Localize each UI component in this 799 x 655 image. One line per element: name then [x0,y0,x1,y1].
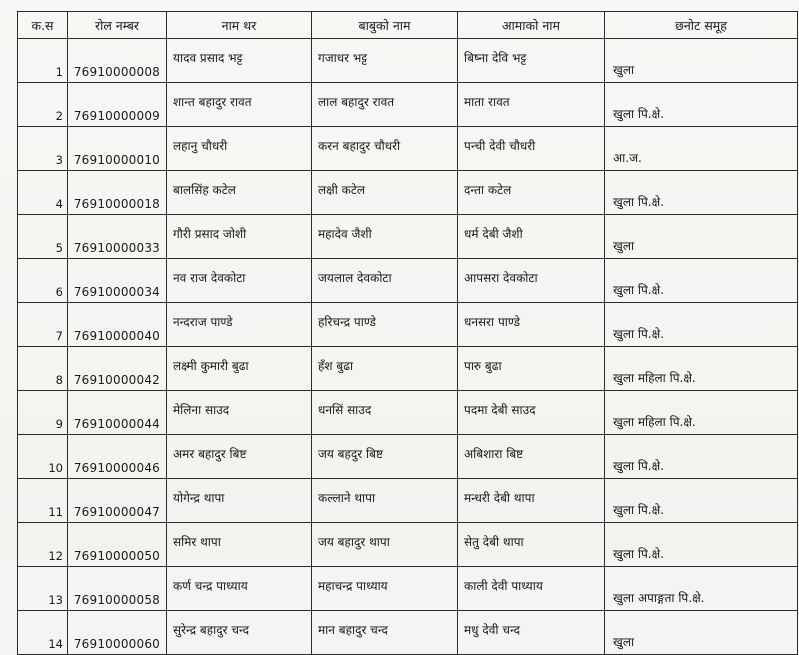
cell-serial: 3 [18,127,68,171]
cell-serial: 5 [18,215,68,259]
table-row [18,479,798,523]
table-row [18,567,798,611]
header-name: नाम थर [167,12,312,39]
table-row [18,171,798,215]
cell-father-name: मान बहादुर चन्द [312,611,458,655]
cell-selection-group: खुला पि.क्षे. [605,435,798,479]
cell-roll-number: 76910000047 [68,479,167,523]
cell-roll-number: 76910000044 [68,391,167,435]
cell-roll-number: 76910000042 [68,347,167,391]
cell-serial: 12 [18,523,68,567]
cell-name: लक्ष्मी कुमारी बुढा [167,347,312,391]
cell-roll-number: 76910000058 [68,567,167,611]
cell-father-name: जय बहादुर थापा [312,523,458,567]
cell-roll-number: 76910000040 [68,303,167,347]
cell-roll-number: 76910000009 [68,83,167,127]
table-row [18,303,798,347]
cell-selection-group: खुला पि.क्षे. [605,303,798,347]
table-row [18,39,798,83]
cell-father-name: महाचन्द्र पाध्याय [312,567,458,611]
table-row [18,215,798,259]
cell-serial: 2 [18,83,68,127]
cell-mother-name: दन्ता कटेल [458,171,605,215]
table-row [18,127,798,171]
cell-father-name: जय बहदुर बिष्ट [312,435,458,479]
cell-selection-group: खुला महिला पि.क्षे. [605,347,798,391]
cell-serial: 7 [18,303,68,347]
cell-mother-name: माता रावत [458,83,605,127]
cell-selection-group: खुला [605,215,798,259]
header-serial: क.स [18,12,68,39]
cell-name: नव राज देवकोटा [167,259,312,303]
cell-mother-name: काली देवी पाध्याय [458,567,605,611]
cell-mother-name: पदमा देबी साउद [458,391,605,435]
cell-selection-group: खुला पि.क्षे. [605,523,798,567]
table-header-row [18,12,798,39]
cell-mother-name: अबिशारा बिष्ट [458,435,605,479]
cell-serial: 13 [18,567,68,611]
cell-father-name: लक्षी कटेल [312,171,458,215]
cell-mother-name: बिष्ना देवि भट्ट [458,39,605,83]
cell-selection-group: आ.ज. [605,127,798,171]
cell-father-name: हँश बुढा [312,347,458,391]
cell-roll-number: 76910000018 [68,171,167,215]
cell-serial: 9 [18,391,68,435]
table-row [18,435,798,479]
cell-father-name: लाल बहादुर रावत [312,83,458,127]
cell-serial: 1 [18,39,68,83]
cell-name: अमर बहादुर बिष्ट [167,435,312,479]
cell-name: कर्ण चन्द्र पाध्याय [167,567,312,611]
cell-roll-number: 76910000008 [68,39,167,83]
table-row [18,347,798,391]
cell-father-name: गजाधर भट्ट [312,39,458,83]
cell-name: नन्दराज पाण्डे [167,303,312,347]
cell-name: सुरेन्द्र बहादुर चन्द [167,611,312,655]
cell-mother-name: सेतु देबी थापा [458,523,605,567]
cell-name: योगेन्द्र थापा [167,479,312,523]
cell-selection-group: खुला पि.क्षे. [605,171,798,215]
cell-father-name: कल्लाने थापा [312,479,458,523]
cell-selection-group: खुला अपाङ्गता पि.क्षे. [605,567,798,611]
header-mother-name: आमाको नाम [458,12,605,39]
cell-serial: 6 [18,259,68,303]
table-row [18,259,798,303]
cell-mother-name: पारु बुढा [458,347,605,391]
cell-name: लहानु चौधरी [167,127,312,171]
header-selection-group: छनोट समूह [605,12,798,39]
cell-name: समिर थापा [167,523,312,567]
cell-father-name: धनसिं साउद [312,391,458,435]
cell-serial: 10 [18,435,68,479]
cell-selection-group: खुला पि.क्षे. [605,479,798,523]
cell-roll-number: 76910000033 [68,215,167,259]
header-father-name: बाबुको नाम [312,12,458,39]
cell-name: गौरी प्रसाद जोशी [167,215,312,259]
cell-father-name: महादेव जैशी [312,215,458,259]
cell-mother-name: आपसरा देवकोटा [458,259,605,303]
cell-father-name: जयलाल देवकोटा [312,259,458,303]
table-row [18,523,798,567]
cell-serial: 4 [18,171,68,215]
cell-name: बालसिंह कटेल [167,171,312,215]
table-row [18,83,798,127]
cell-mother-name: मधु देवी चन्द [458,611,605,655]
cell-father-name: करन बहादुर चौधरी [312,127,458,171]
cell-mother-name: धर्म देबी जैशी [458,215,605,259]
cell-selection-group: खुला [605,39,798,83]
cell-roll-number: 76910000010 [68,127,167,171]
cell-roll-number: 76910000034 [68,259,167,303]
cell-father-name: हरिचन्द्र पाण्डे [312,303,458,347]
cell-name: मेलिना साउद [167,391,312,435]
table-row [18,611,798,655]
cell-serial: 14 [18,611,68,655]
cell-name: यादव प्रसाद भट्ट [167,39,312,83]
cell-name: शान्त बहादुर रावत [167,83,312,127]
cell-serial: 8 [18,347,68,391]
table-row [18,391,798,435]
candidate-table [17,11,798,655]
cell-mother-name: मन्धरी देबी थापा [458,479,605,523]
cell-roll-number: 76910000050 [68,523,167,567]
cell-selection-group: खुला महिला पि.क्षे. [605,391,798,435]
cell-selection-group: खुला [605,611,798,655]
header-roll-number: रोल नम्बर [68,12,167,39]
cell-serial: 11 [18,479,68,523]
cell-roll-number: 76910000060 [68,611,167,655]
cell-selection-group: खुला पि.क्षे. [605,83,798,127]
cell-selection-group: खुला पि.क्षे. [605,259,798,303]
cell-mother-name: पन्ची देवी चौधरी [458,127,605,171]
cell-mother-name: धनसरा पाण्डे [458,303,605,347]
cell-roll-number: 76910000046 [68,435,167,479]
